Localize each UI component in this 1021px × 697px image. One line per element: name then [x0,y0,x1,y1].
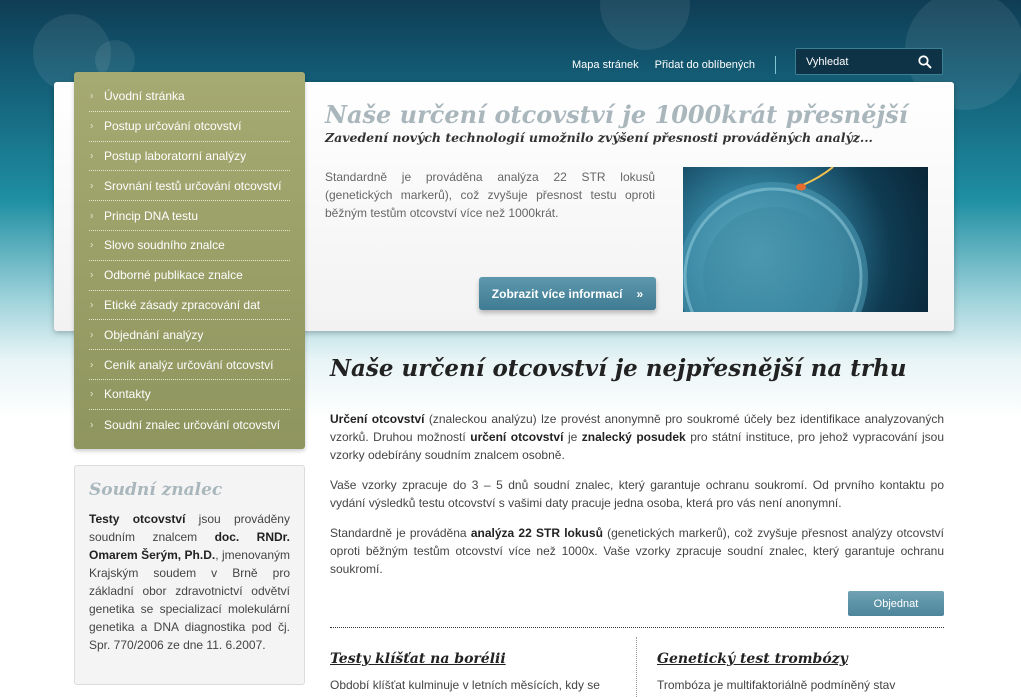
chevron-right-icon: › [90,299,94,311]
paragraph-1 [330,410,944,464]
double-arrow-icon: » [636,286,644,301]
sidebar-item-contacts[interactable] [89,380,290,410]
chevron-right-icon: › [90,359,94,371]
sidebar-item-label: Ceník analýz určování otcovství [104,357,274,372]
hero-cell-image [683,167,928,312]
search-icon[interactable] [914,51,936,73]
order-button[interactable]: Objednat [848,591,944,616]
sidebar-item-label: Etické zásady zpracování dat [104,297,261,312]
section-divider [330,627,944,628]
hero-text: Standardně je prováděna analýza 22 STR lokusů (genetických markerů), což zvyšuje přesnost testu oproti běžným testům otcovství více než 1000krát. [325,170,655,220]
info-text-span: , jmenovaným Krajským soudem v Brně pro základní obor zdravotnictví odvětví genetika se specializací molekulární genetika a DNA diagnostika pod čj. Spr. 770/2006 ze dne 11. 6.2007. [89,548,290,652]
sidebar-item-home[interactable] [89,82,290,112]
sidebar-item-label: Srovnání testů určování otcovství [104,178,282,193]
sidebar-item-lab-process[interactable] [89,142,290,172]
chevron-right-icon: › [90,210,94,222]
bold-text: Určení otcovství [330,412,425,426]
chevron-right-icon: › [90,90,94,102]
sidebar-item-order[interactable] [89,320,290,350]
chevron-right-icon: › [90,180,94,192]
text-span: je [563,430,582,444]
chevron-right-icon: › [90,269,94,281]
bold-text: znalecký posudek [581,430,686,444]
sidebar-item-publications[interactable] [89,261,290,291]
top-navigation [572,56,796,74]
chevron-right-icon: › [90,329,94,341]
chevron-right-icon: › [90,120,94,132]
sidebar-item-ethics[interactable] [89,291,290,321]
sidebar-item-label: Postup určování otcovství [104,119,242,134]
chevron-right-icon: › [90,388,94,400]
sidebar-item-dna-principle[interactable] [89,201,290,231]
sidebar-item-comparison[interactable] [89,171,290,201]
info-bold-text: Testy otcovství [89,512,186,526]
paragraph-3 [330,524,944,578]
info-text-span: jsou prováděny soudním znalcem [89,512,290,544]
hero-title: Naše určení otcovství je 1000krát přesnější [325,100,908,129]
sidebar-item-label: Soudní znalec určování otcovství [104,417,281,432]
sidebar-item-court-expert[interactable] [89,410,290,440]
thrombosis-test-link[interactable]: Genetický test trombózy [657,651,848,667]
add-bookmark-link[interactable]: Přidat do oblíbených [654,59,755,71]
chevron-right-icon: › [90,419,94,431]
page-title: Naše určení otcovství je nejpřesnější na trhu [330,355,907,382]
info-box-text [89,510,290,654]
info-box-title: Soudní znalec [89,480,223,500]
sidebar-item-label: Postup laboratorní analýzy [104,148,247,163]
court-expert-box [74,465,305,685]
chevron-right-icon: › [90,239,94,251]
sidebar-item-pricing[interactable] [89,350,290,380]
nav-separator [775,56,776,74]
sidebar-item-label: Slovo soudního znalce [104,238,225,253]
text-span: (genetických markerů), což zvyšuje přesnost analýzy otcovství oproti běžným testům otcovství více než 1000x. Vaše vzorky zpracuje soudní znalec, který garantuje ochranu soukromí. [330,526,945,576]
search-input[interactable] [796,56,914,68]
text-span: pro státní instituce, pro jehož vypracování jsou vzorky odebírány soudním znalcem osobně. [330,430,944,462]
text-span: Standardně je prováděna [330,526,471,540]
tick-test-link[interactable]: Testy klíšťat na borélii [330,651,506,667]
sitemap-link[interactable]: Mapa stránek [572,59,639,71]
bold-text: analýza 22 STR lokusů [470,526,603,540]
column-divider [636,637,637,697]
text-span: (znaleckou analýzu) lze provést anonymně pro soukromé účely bez identifikace analyzovaných vzorků. Druhou možností [330,412,944,444]
tick-test-text: Období klíšťat kulminuje v letních měsících, kdy se [330,678,600,692]
search-box [795,48,943,75]
decorative-bubble [600,0,690,50]
sidebar-menu [74,72,305,449]
hero-subtitle: Zavedení nových technologií umožnilo zvýšení přesnosti prováděných analýz... [325,130,873,145]
sidebar-item-expert-word[interactable] [89,231,290,261]
sidebar-item-label: Kontakty [104,387,151,402]
sidebar-item-label: Odborné publikace znalce [104,268,243,283]
expert-name: doc. RNDr. Omarem Šerým, Ph.D. [89,530,290,562]
sidebar-item-label: Úvodní stránka [104,89,185,104]
sidebar-item-label: Princip DNA testu [104,208,199,223]
thrombosis-test-text: Trombóza je multifaktoriálně podmíněný stav [657,678,896,692]
sidebar-item-label: Objednání analýzy [104,327,204,342]
more-info-label: Zobrazit více informací [491,286,623,301]
paragraph-2: Vaše vzorky zpracuje do 3 – 5 dnů soudní znalec, který garantuje ochranu soukromí. Od prvního kontaktu po vydání výsledků testu otcovství s vašimi daty pracuje jedna osoba, která pro vás není anonymní. [330,478,944,510]
more-info-button[interactable] [479,277,656,310]
chevron-right-icon: › [90,150,94,162]
sidebar-item-paternity-process[interactable] [89,112,290,142]
bold-text: určení otcovství [470,430,564,444]
